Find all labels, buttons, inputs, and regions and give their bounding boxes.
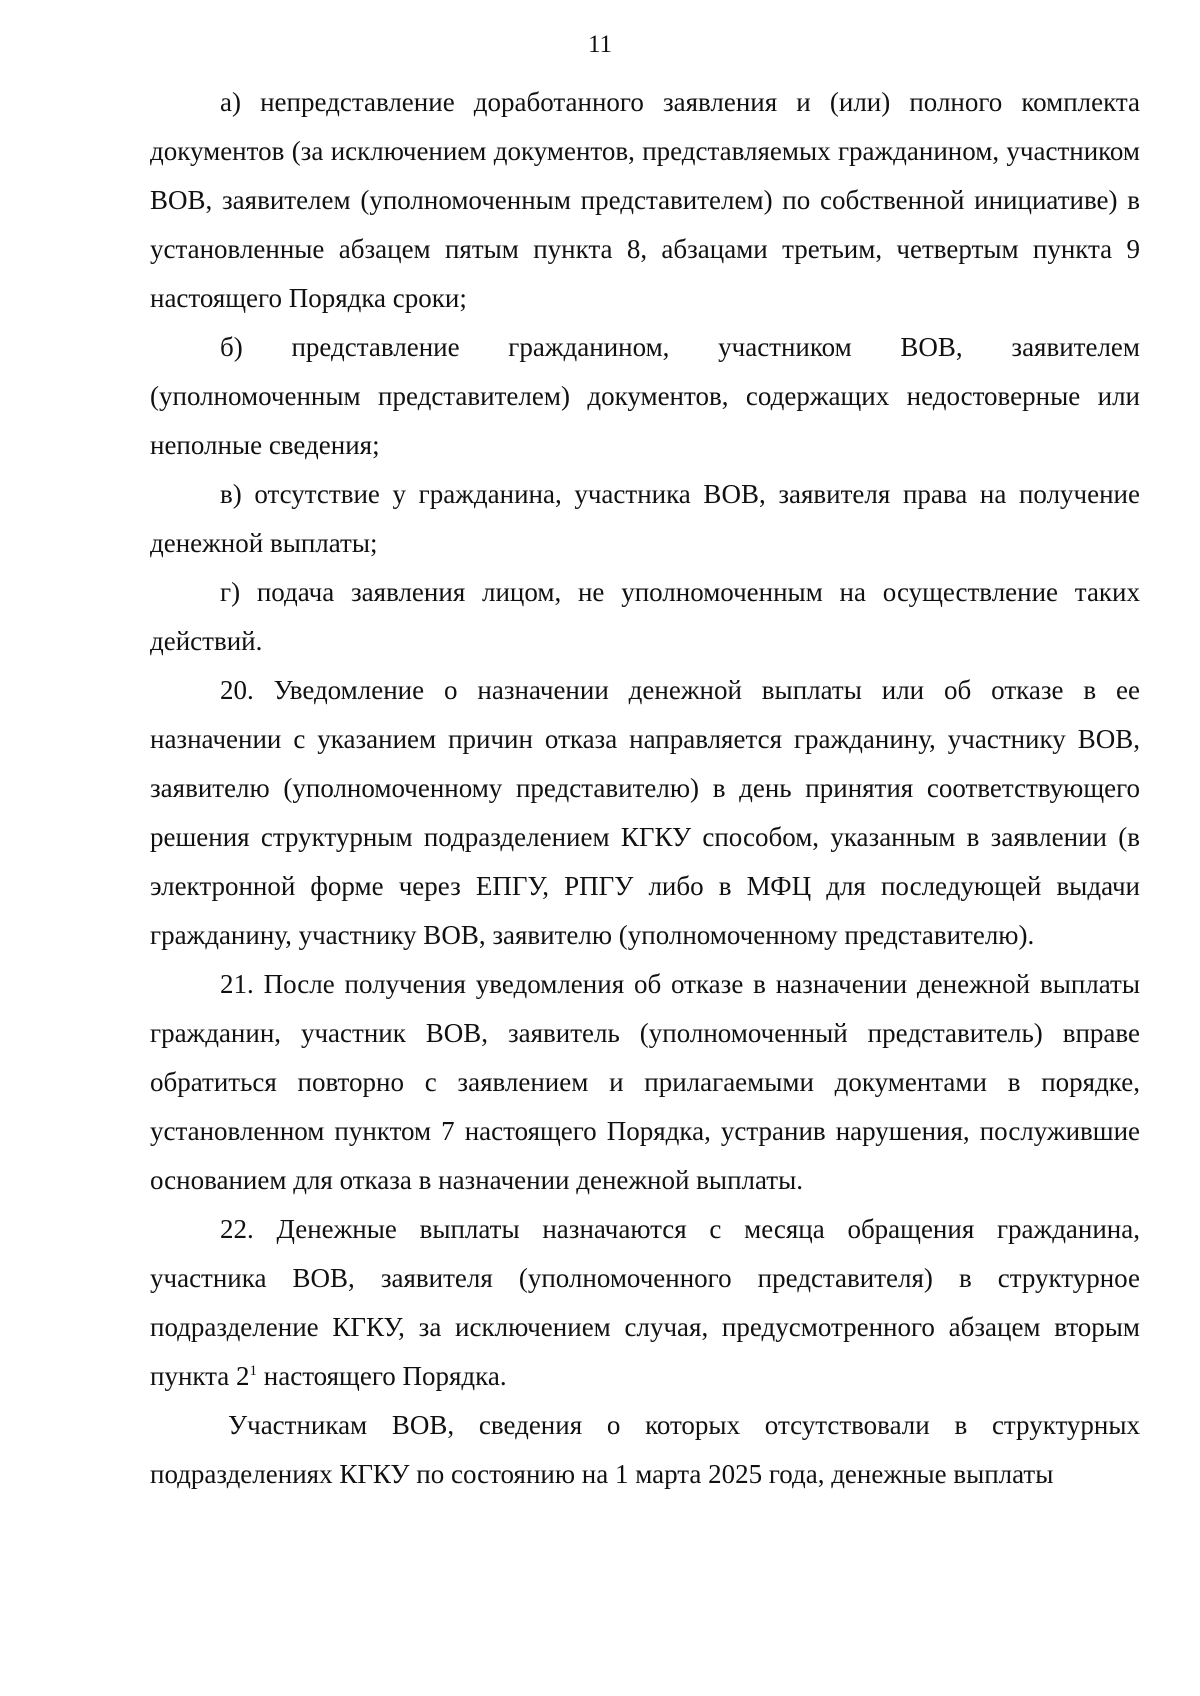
paragraph-clause-22-continuation: Участникам ВОВ, сведения о которых отсутствовали в структурных подразделениях КГКУ по состоянию на 1 марта 2025 года, денежные выплаты [150,1410,1140,1489]
paragraph-clause-20: 20. Уведомление о назначении денежной выплаты или об отказе в ее назначении с указанием причин отказа направляется гражданину, участнику ВОВ, заявителю (уполномоченному представителю) в день принятия соответствующего решения структурным подразделением КГКУ способом, указанным в заявлении (в электронной форме через ЕПГУ, РПГУ либо в МФЦ для последующей выдачи гражданину, участнику ВОВ, заявителю (уполномоченному представителю). [150,675,1140,950]
paragraph-item-a: а) непредставление доработанного заявления и (или) полного комплекта документов (за исключением документов, представляемых гражданином, участником ВОВ, заявителем (уполномоченным представителем) по собственной инициативе) в установленные абзацем пятым пункта 8, абзацами третьим, четвертым пункта 9 настоящего Порядка сроки; [150,87,1140,313]
clause-22-text-end: настоящего Порядка. [257,1361,507,1391]
document-body [150,78,1140,1499]
paragraph-item-b: б) представление гражданином, участником ВОВ, заявителем (уполномоченным представителем) документов, содержащих недостоверные или неполные сведения; [150,332,1140,460]
page-number: 11 [587,31,613,58]
paragraph-clause-21: 21. После получения уведомления об отказе в назначении денежной выплаты гражданин, участник ВОВ, заявитель (уполномоченный представитель) вправе обратиться повторно с заявлением и прилагаемыми документами в порядке, установленном пунктом 7 настоящего Порядка, устранив нарушения, послужившие основанием для отказа в назначении денежной выплаты. [150,969,1140,1195]
paragraph-item-g: г) подача заявления лицом, не уполномоченным на осуществление таких действий. [150,577,1140,656]
clause-22-superscript: 1 [249,1363,258,1379]
paragraph-item-v: в) отсутствие у гражданина, участника ВОВ, заявителя права на получение денежной выплаты; [150,479,1140,558]
clause-22-text: 22. Денежные выплаты назначаются с месяца обращения гражданина, участника ВОВ, заявителя (уполномоченного представителя) в структурное подразделение КГКУ, за исключением случая, предусмотренного абзацем вторым пункта 2 [150,1214,1140,1391]
paragraph-clause-22 [150,1205,1140,1401]
